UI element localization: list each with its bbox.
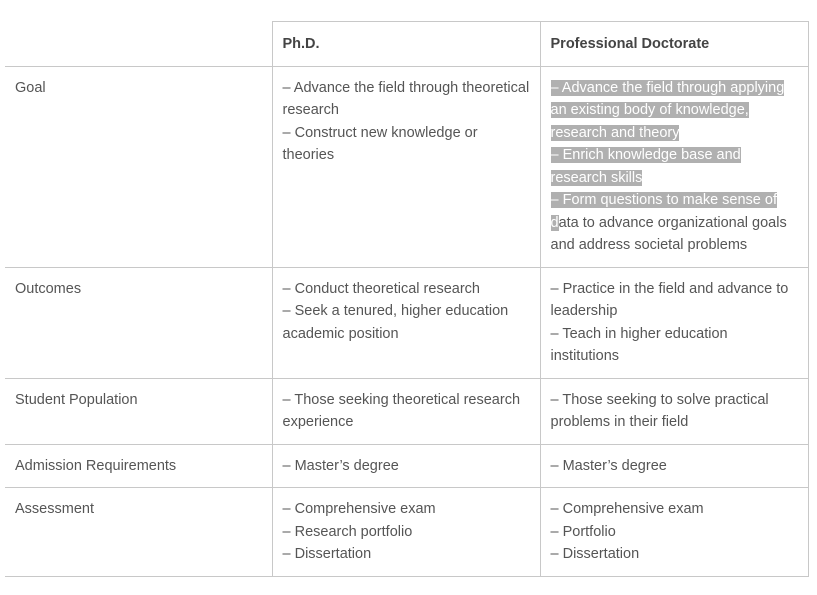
table-row: [5, 267, 808, 378]
cell-assessment-professional: [540, 488, 808, 577]
cell-goal-phd: [272, 66, 540, 267]
table-header-row: [5, 22, 808, 67]
list-item: – Comprehensive exam: [282, 501, 436, 517]
list-item: – Dissertation: [282, 546, 372, 562]
list-item: – Practice in the field and advance to leadership: [550, 280, 789, 319]
cell-assessment-phd: [272, 488, 540, 577]
list-item: – Research portfolio: [282, 523, 413, 540]
list-item: – Dissertation: [550, 546, 640, 562]
header-professional-doctorate: Professional Doctorate: [540, 22, 808, 67]
table-row: [5, 444, 808, 488]
table-row: [5, 488, 808, 577]
row-label-goal: Goal: [5, 66, 272, 267]
row-label-outcomes: Outcomes: [5, 267, 272, 378]
list-item: – Master’s degree: [550, 457, 667, 474]
row-label-student-population: Student Population: [5, 378, 272, 444]
list-item: – Those seeking to solve practical problems in their field: [550, 391, 769, 430]
header-phd: Ph.D.: [272, 22, 540, 67]
highlighted-text[interactable]: – Enrich knowledge base and research skills: [550, 147, 741, 186]
cell-admission-phd: [272, 444, 540, 488]
cell-outcomes-professional: [540, 267, 808, 378]
row-label-admission-requirements: Admission Requirements: [5, 444, 272, 488]
list-item-partially-highlighted[interactable]: [551, 189, 798, 257]
list-item: – Advance the field through theoretical research: [282, 79, 530, 118]
cell-goal-professional: [540, 66, 808, 267]
cell-population-phd: [272, 378, 540, 444]
list-item: – Comprehensive exam: [550, 501, 704, 517]
list-item: – Conduct theoretical research: [282, 280, 480, 297]
highlighted-text[interactable]: – Form questions to make sense of d: [550, 192, 777, 231]
highlighted-text[interactable]: – Advance the field through applying an existing body of knowledge, research and theory: [550, 79, 785, 141]
list-item-text: ata to advance organizational goals and address societal problems: [550, 214, 787, 253]
header-corner-cell: [5, 22, 272, 67]
cell-admission-professional: [540, 444, 808, 488]
list-item: – Construct new knowledge or theories: [282, 124, 478, 163]
table-row: [5, 378, 808, 444]
list-item: – Master’s degree: [282, 457, 399, 474]
list-item: – Seek a tenured, higher education academic position: [282, 303, 509, 342]
row-label-assessment: Assessment: [5, 488, 272, 577]
comparison-table: [5, 21, 809, 577]
list-item: – Those seeking theoretical research experience: [282, 391, 521, 430]
list-item: – Teach in higher education institutions: [550, 325, 728, 364]
table-row: [5, 66, 808, 267]
cell-population-professional: [540, 378, 808, 444]
cell-outcomes-phd: [272, 267, 540, 378]
list-item: – Portfolio: [550, 523, 616, 540]
